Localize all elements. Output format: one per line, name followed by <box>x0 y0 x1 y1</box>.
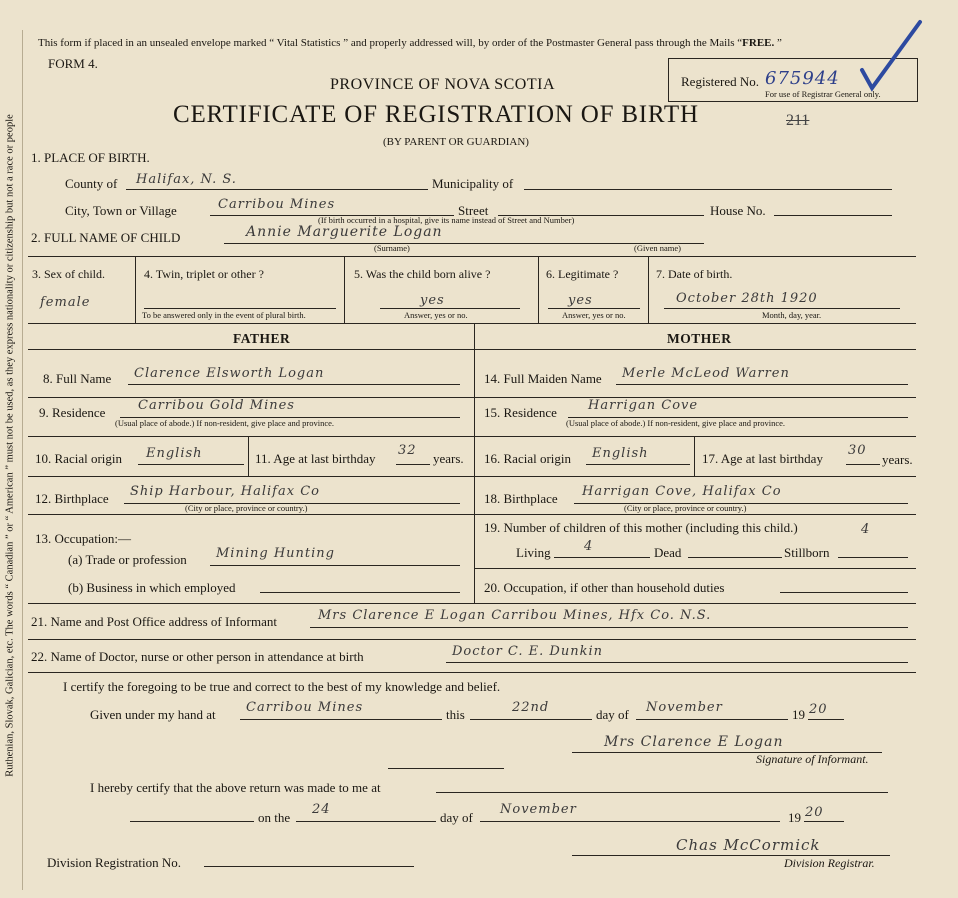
house-line <box>774 215 892 216</box>
legitimate-label: 6. Legitimate ? <box>546 267 619 281</box>
dob-value: October 28th 1920 <box>676 291 818 306</box>
given-name-note: (Given name) <box>634 243 681 253</box>
this-label: this <box>446 707 465 722</box>
struck-number: 211 <box>786 112 810 129</box>
check-mark-icon <box>858 18 928 98</box>
certify-text: I certify the foregoing to be true and correct to the best of my knowledge and belief. <box>63 679 501 694</box>
dob-line <box>664 308 900 309</box>
informant-value: Mrs Clarence E Logan Carribou Mines, Hfx Co. N.S. <box>318 608 712 623</box>
father-racial-value: English <box>146 446 203 461</box>
row-divider <box>474 476 916 477</box>
given-place-value: Carribou Mines <box>246 700 364 715</box>
informant-signature: Mrs Clarence E Logan <box>604 734 784 750</box>
municipality-line <box>524 189 892 190</box>
mother-name-line <box>616 384 908 385</box>
row-divider <box>28 603 916 604</box>
registrar-use-note: For use of Registrar General only. <box>765 89 881 99</box>
day-of-label: day of <box>596 707 629 722</box>
registered-number: 675944 <box>765 68 840 89</box>
registrar-year-prefix: 19 <box>788 810 801 825</box>
twin-note: To be answered only in the event of plural birth. <box>142 310 306 320</box>
municipality-label: Municipality of <box>432 176 514 191</box>
mother-racial-label: 16. Racial origin <box>484 451 572 466</box>
page-subtitle: (BY PARENT OR GUARDIAN) <box>383 136 529 148</box>
form-number: FORM 4. <box>48 56 98 71</box>
row-divider <box>28 323 916 324</box>
year-value: 20 <box>809 702 828 717</box>
registrar-day-of-label: day of <box>440 810 473 825</box>
father-residence-note: (Usual place of abode.) If non-resident, give place and province. <box>115 418 335 428</box>
living-value: 4 <box>584 539 594 554</box>
father-years-label: years. <box>433 451 464 466</box>
col-divider <box>694 436 695 476</box>
mother-occupation-line <box>780 592 908 593</box>
doctor-value: Doctor C. E. Dunkin <box>452 644 604 659</box>
parents-divider <box>474 323 475 603</box>
father-residence-label: 9. Residence <box>39 405 106 420</box>
county-label: County of <box>65 176 118 191</box>
registrar-text: I hereby certify that the above return was made to me at <box>90 780 381 795</box>
father-trade-label: (a) Trade or profession <box>68 552 187 567</box>
county-value: Halifax, N. S. <box>136 172 237 187</box>
mother-racial-line <box>586 464 690 465</box>
father-birthplace-label: 12. Birthplace <box>35 491 109 506</box>
this-line <box>470 719 592 720</box>
doctor-label: 22. Name of Doctor, nurse or other person in attendance at birth <box>31 649 364 664</box>
division-number-label: Division Registration No. <box>47 855 181 870</box>
row-divider <box>28 256 916 257</box>
alive-label: 5. Was the child born alive ? <box>354 267 491 281</box>
month-line <box>636 719 788 720</box>
father-racial-line <box>138 464 244 465</box>
county-line <box>126 189 428 190</box>
street-label: Street <box>458 203 489 218</box>
on-the-line <box>296 821 436 822</box>
page-title: CERTIFICATE OF REGISTRATION OF BIRTH <box>173 101 699 128</box>
mother-occupation-label: 20. Occupation, if other than household duties <box>484 580 725 595</box>
father-name-value: Clarence Elsworth Logan <box>134 366 325 381</box>
margin-note: Ruthenian, Slovak, Galician, etc. The words “ Canadian ” or “ American ” must not be used, as they express nationality or citizenship but not a race or people <box>4 114 16 777</box>
father-age-line <box>396 464 430 465</box>
year-prefix: 19 <box>792 707 805 722</box>
col-divider <box>648 256 649 323</box>
stillborn-line <box>838 557 908 558</box>
registrar-place-line <box>436 792 888 793</box>
father-age-label: 11. Age at last birthday <box>255 451 376 466</box>
registrar-month-value: November <box>500 802 577 817</box>
mother-racial-value: English <box>592 446 649 461</box>
dead-line <box>688 557 782 558</box>
mother-residence-note: (Usual place of abode.) If non-resident, give place and province. <box>566 418 786 428</box>
father-trade-value: Mining Hunting <box>216 546 335 561</box>
father-age-value: 32 <box>398 443 417 458</box>
row-divider <box>28 639 916 640</box>
mother-heading: MOTHER <box>667 331 732 346</box>
mother-birthplace-value: Harrigan Cove, Halifax Co <box>582 484 782 499</box>
father-business-label: (b) Business in which employed <box>68 580 236 595</box>
col-divider <box>135 256 136 323</box>
row-divider <box>474 568 916 569</box>
doctor-line <box>446 662 908 663</box>
month-value: November <box>646 700 723 715</box>
on-the-lead-line <box>130 821 254 822</box>
alive-note: Answer, yes or no. <box>404 310 468 320</box>
alive-line <box>380 308 520 309</box>
father-racial-label: 10. Racial origin <box>35 451 123 466</box>
child-name-label: 2. FULL NAME OF CHILD <box>31 230 181 245</box>
child-name-line <box>224 243 704 244</box>
surname-note: (Surname) <box>374 243 410 253</box>
registrar-signature-label: Division Registrar. <box>784 856 875 870</box>
mother-children-value: 4 <box>861 522 871 537</box>
col-divider <box>248 436 249 476</box>
registrar-signature: Chas McCormick <box>676 836 821 854</box>
father-name-label: 8. Full Name <box>43 371 112 386</box>
row-divider <box>28 476 474 477</box>
father-business-line <box>260 592 460 593</box>
street-note: (If birth occurred in a hospital, give its name instead of Street and Number) <box>318 215 575 225</box>
signature-label: Signature of Informant. <box>756 752 869 766</box>
registrar-year-line <box>804 821 844 822</box>
stillborn-label: Stillborn <box>784 545 830 560</box>
row-divider <box>28 672 916 673</box>
given-label: Given under my hand at <box>90 707 216 722</box>
place-of-birth-heading: 1. PLACE OF BIRTH. <box>31 150 150 165</box>
father-birthplace-note: (City or place, province or country.) <box>185 503 308 513</box>
mother-name-value: Merle McLeod Warren <box>622 366 790 381</box>
on-the-value: 24 <box>312 802 331 817</box>
legitimate-note: Answer, yes or no. <box>562 310 626 320</box>
father-residence-value: Carribou Gold Mines <box>138 398 295 413</box>
registrar-year-value: 20 <box>805 805 824 820</box>
row-divider <box>28 514 916 515</box>
row-divider <box>474 436 916 437</box>
year-line <box>808 719 844 720</box>
margin-rule <box>22 30 23 890</box>
father-name-line <box>128 384 460 385</box>
given-place-line <box>240 719 442 720</box>
father-heading: FATHER <box>233 331 291 346</box>
province-heading: PROVINCE OF NOVA SCOTIA <box>330 76 556 93</box>
sex-value: female <box>40 295 91 310</box>
twin-label: 4. Twin, triplet or other ? <box>144 267 264 281</box>
living-label: Living <box>516 545 551 560</box>
legitimate-line <box>548 308 640 309</box>
mother-age-value: 30 <box>848 443 867 458</box>
alive-value: yes <box>420 293 445 308</box>
registered-label: Registered No. <box>681 74 759 89</box>
child-name-value: Annie Marguerite Logan <box>246 224 443 240</box>
dob-note: Month, day, year. <box>762 310 822 320</box>
mother-age-line <box>846 464 880 465</box>
father-birthplace-value: Ship Harbour, Halifax Co <box>130 484 320 499</box>
father-trade-line <box>210 565 460 566</box>
row-divider <box>28 349 916 350</box>
dob-label: 7. Date of birth. <box>656 267 733 281</box>
row-divider <box>28 436 474 437</box>
father-occupation-label: 13. Occupation:— <box>35 531 132 546</box>
mail-notice: This form if placed in an unsealed envelope marked “ Vital Statistics ” and properly addressed will, by order of the Postmaster General pass through the Mails “FREE. ” <box>38 37 782 49</box>
mother-name-label: 14. Full Maiden Name <box>484 371 602 386</box>
mother-birthplace-label: 18. Birthplace <box>484 491 558 506</box>
short-rule <box>388 768 504 769</box>
legitimate-value: yes <box>568 293 593 308</box>
this-value: 22nd <box>512 700 550 715</box>
mother-years-label: years. <box>882 452 913 467</box>
mother-age-label: 17. Age at last birthday <box>702 451 823 466</box>
living-line <box>554 557 650 558</box>
mother-residence-value: Harrigan Cove <box>588 398 699 413</box>
mother-children-label: 19. Number of children of this mother (including this child.) <box>484 520 798 535</box>
informant-label: 21. Name and Post Office address of Informant <box>31 614 277 629</box>
mother-birthplace-note: (City or place, province or country.) <box>624 503 747 513</box>
sex-label: 3. Sex of child. <box>32 267 105 281</box>
registrar-month-line <box>480 821 780 822</box>
division-number-line <box>204 866 414 867</box>
mother-residence-label: 15. Residence <box>484 405 557 420</box>
col-divider <box>538 256 539 323</box>
twin-line <box>144 308 336 309</box>
informant-line <box>310 627 908 628</box>
city-value: Carribou Mines <box>218 197 336 212</box>
city-label: City, Town or Village <box>65 203 177 218</box>
on-the-label: on the <box>258 810 291 825</box>
house-label: House No. <box>710 203 766 218</box>
col-divider <box>344 256 345 323</box>
dead-label: Dead <box>654 545 682 560</box>
